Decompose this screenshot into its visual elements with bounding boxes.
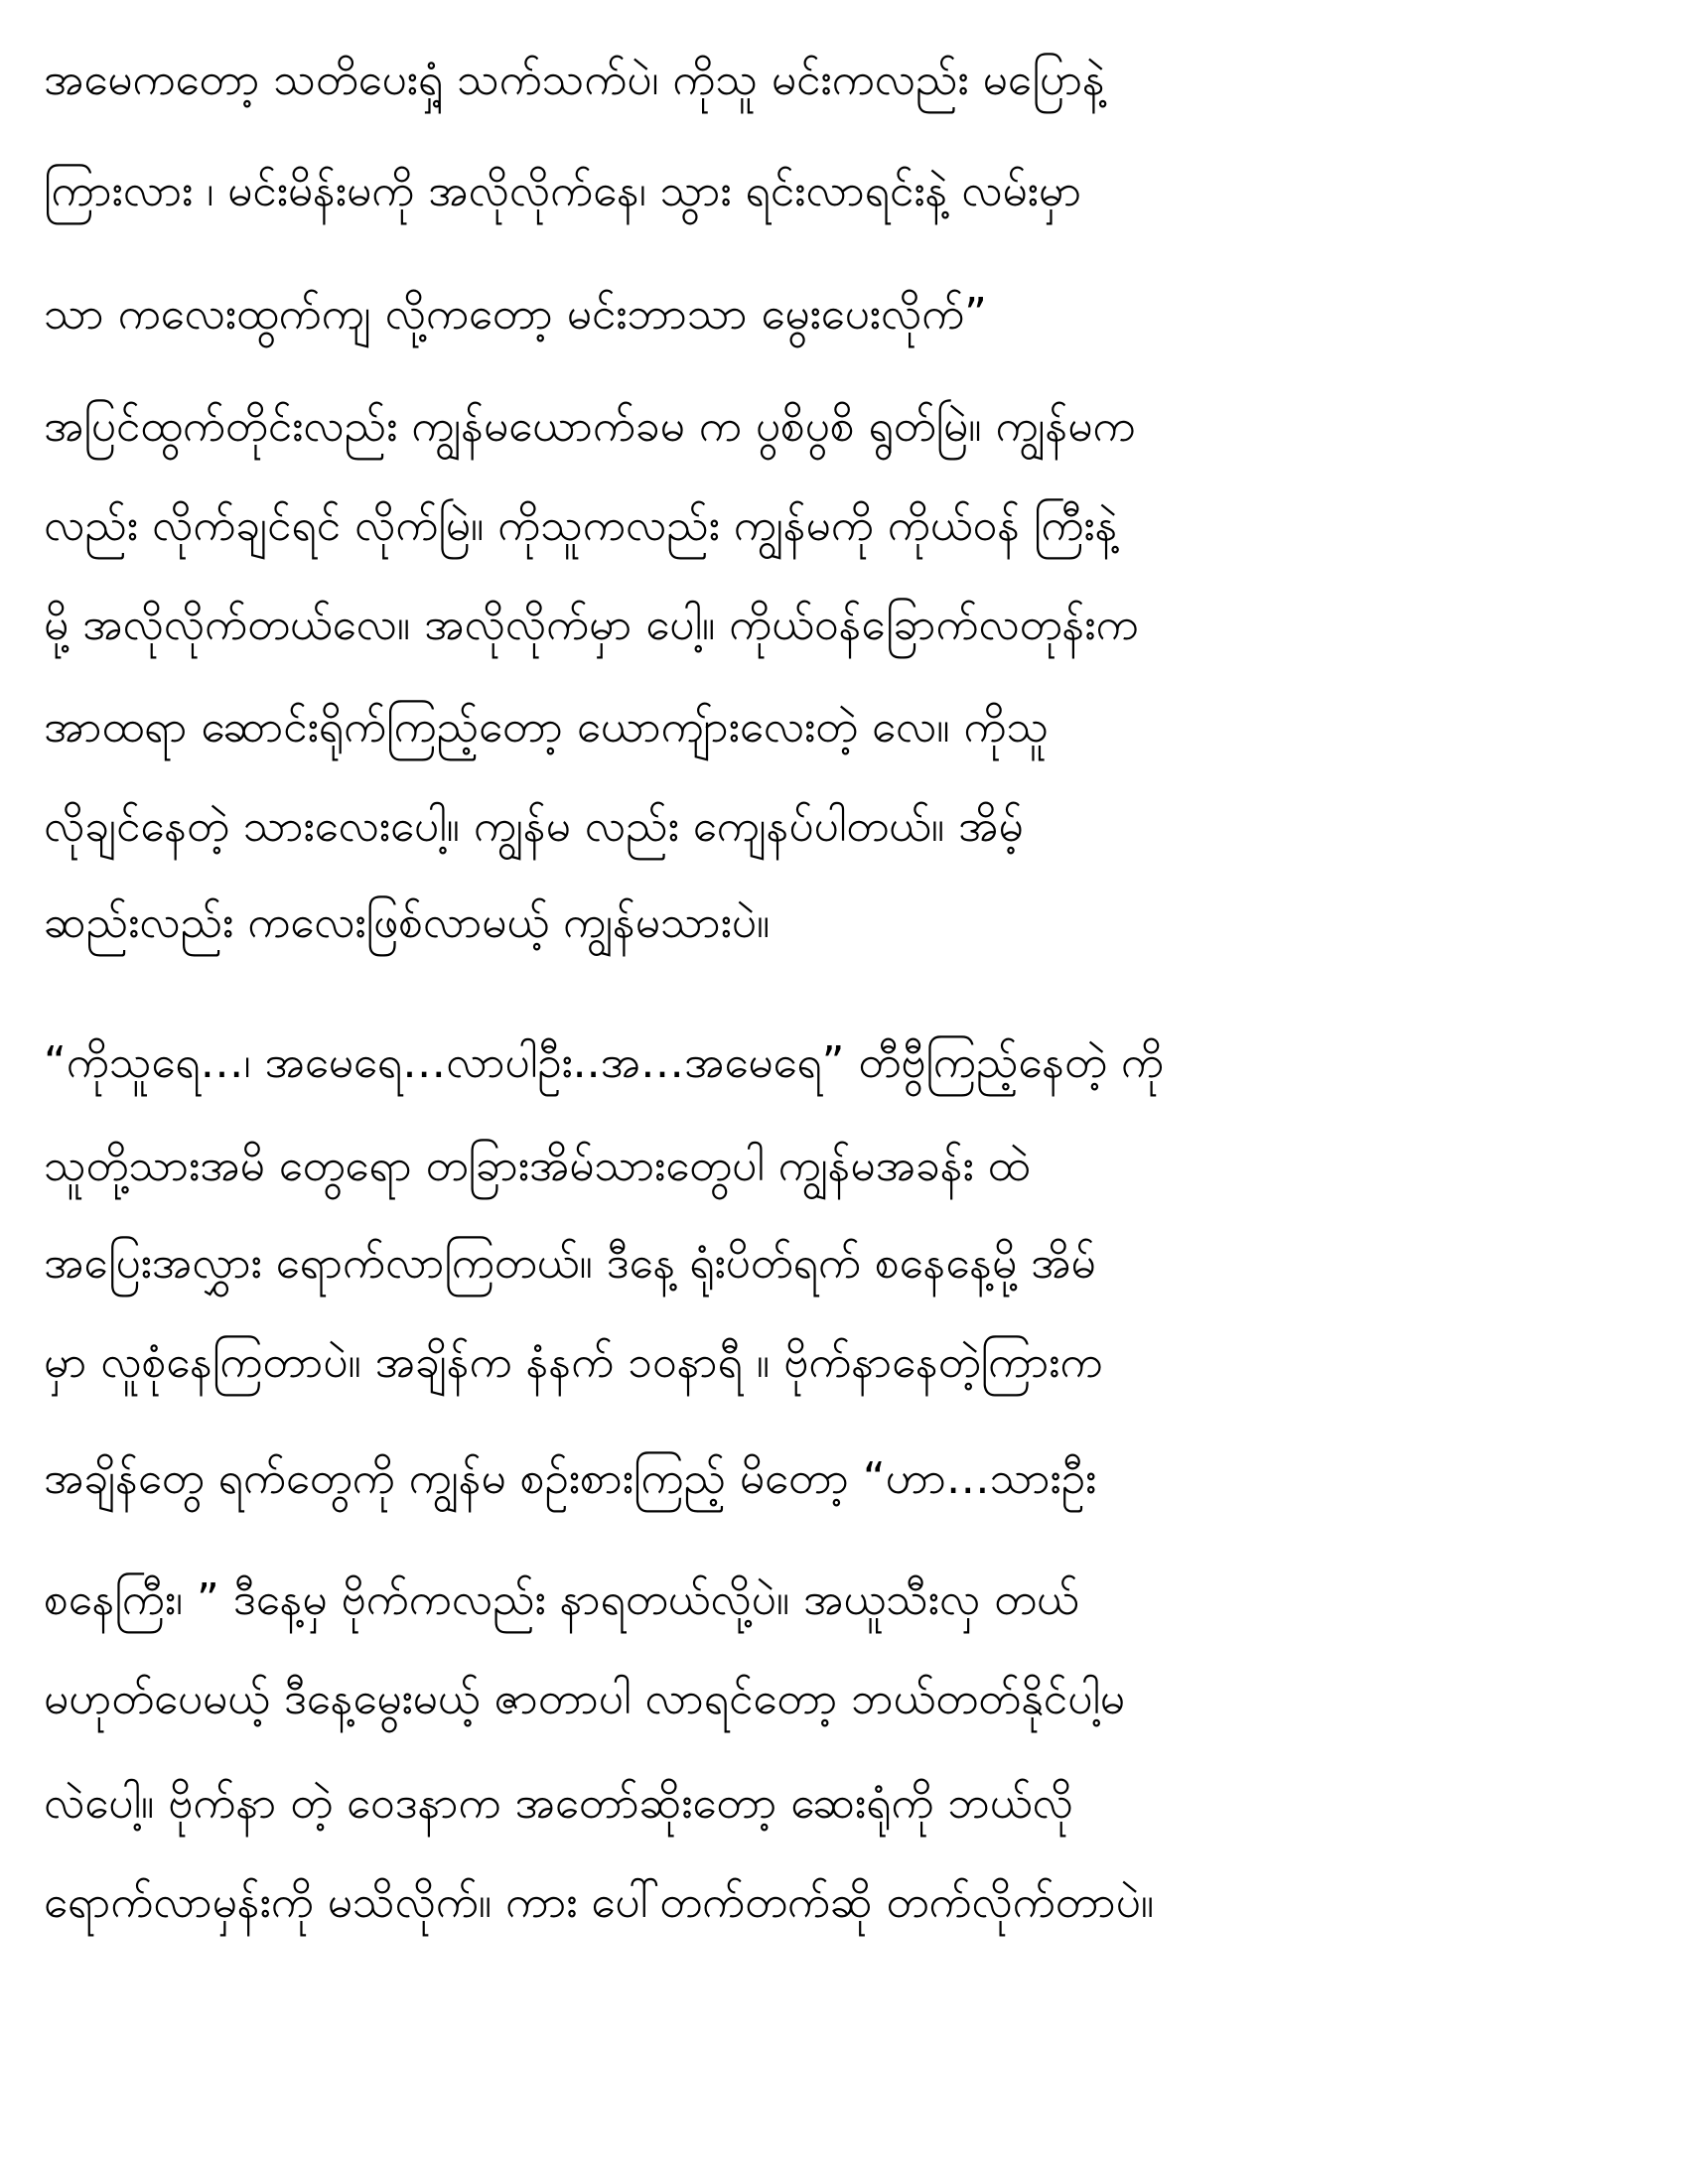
text-line-16: မဟုတ်ပေမယ့် ဒီနေ့မွေးမယ့် ဇာတာပါ လာရင်တော့ ဘယ်တတ်နိုင်ပါ့မ — [44, 1674, 1125, 1724]
text-line-3: သာ ကလေးထွက်ကျ လို့ကတော့ မင်းဘာသာ မွေးပေးလိုက်” — [44, 289, 987, 340]
text-line-1: အမေကတော့ သတိပေးရှံ့ သက်သက်ပဲ၊ ကိုသူ မင်းကလည်း မပြောနဲ့ — [44, 55, 1105, 105]
text-line-2: ကြားလား ၊ မင်းမိန်းမကို အလိုလိုက်နေ၊ သွား ရင်းလာရင်းနဲ့ လမ်းမှာ — [44, 166, 1082, 216]
text-line-18: ရောက်လာမှန်းကို မသိလိုက်။ ကား ပေါ်တက်တက်ဆို တက်လိုက်တာပဲ။ — [44, 1877, 1155, 1928]
text-line-11: သူတို့သားအမိ တွေရော တခြားအိမ်သားတွေပါ ကျွန်မအခန်း ထဲ — [44, 1141, 1031, 1191]
text-line-15: စနေကြီး၊ ” ဒီနေ့မှ ဗိုက်ကလည်း နာရတယ်လို့ပဲ။ အယူသီးလှ တယ် — [44, 1574, 1079, 1625]
text-line-4: အပြင်ထွက်တိုင်းလည်း ကျွန်မယောက်ခမ က ပွစိပွစိ ရွတ်မြဲ။ ကျွန်မက — [44, 401, 1136, 452]
text-line-7: အာထရာ ဆောင်းရိုက်ကြည့်တော့ ယောကျ်ားလေးတဲ့ လေ။ ကိုသူ — [44, 702, 1049, 752]
text-line-13: မှာ လူစုံနေကြတာပဲ။ အချိန်က နံနက် ၁၀နာရီ ။ ဗိုက်နာနေတဲ့ကြားက — [44, 1337, 1103, 1388]
text-line-5: လည်း လိုက်ချင်ရင် လိုက်မြဲ။ ကိုသူကလည်း ကျွန်မကို ကိုယ်ဝန် ကြီးနဲ့ — [44, 500, 1118, 551]
text-line-9: ဆည်းလည်း ကလေးဖြစ်လာမယ့် ကျွန်မသားပဲ။ — [44, 897, 771, 948]
text-line-8: လိုချင်နေတဲ့ သားလေးပေါ့။ ကျွန်မ လည်း ကျေနပ်ပါတယ်။ အိမ့် — [44, 801, 1024, 852]
text-line-10: “ကိုသူရေ…၊ အမေရေ…လာပါဦး..အ…အမေရေ” တီဗွီကြည့်နေတဲ့ ကို — [44, 1037, 1164, 1088]
text-line-6: မို့ အလိုလိုက်တယ်လေ။ အလိုလိုက်မှာ ပေါ့။ ကိုယ်ဝန်ခြောက်လတုန်းက — [44, 600, 1139, 650]
text-line-12: အပြေးအလွှား ရောက်လာကြတယ်။ ဒီနေ့ ရုံးပိတ်ရက် စနေနေ့မို့ အိမ် — [44, 1238, 1096, 1289]
text-line-14: အချိန်တွေ ရက်တွေကို ကျွန်မ စဉ်းစားကြည့် မိတော့ “ဟာ…သားဦး — [44, 1453, 1097, 1504]
text-line-17: လဲပေါ့။ ဗိုက်နာ တဲ့ ဝေဒနာက အတော်ဆိုးတော့ ဆေးရုံကို ဘယ်လို — [44, 1778, 1073, 1829]
